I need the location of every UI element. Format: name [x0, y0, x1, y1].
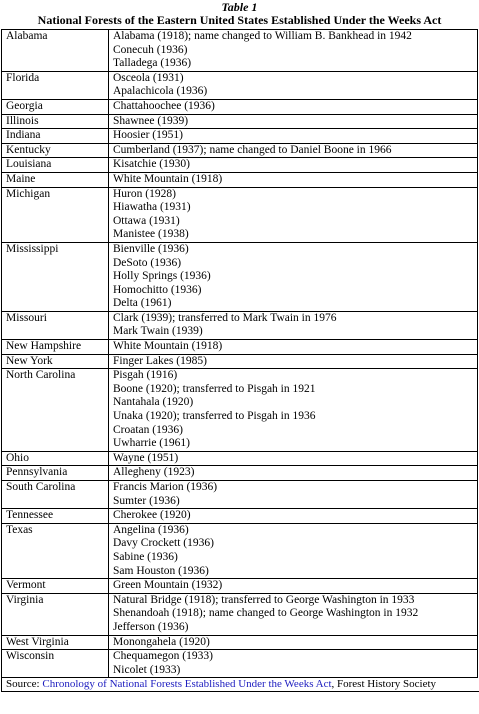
forest-entry: Sabine (1936)	[113, 550, 178, 563]
forests-cell	[109, 340, 478, 355]
forest-entry: Hoosier (1951)	[113, 129, 183, 142]
forest-entry: Monongahela (1920)	[113, 635, 210, 648]
forests-cell	[109, 354, 478, 369]
table-row	[2, 650, 478, 678]
forests-cell	[109, 650, 478, 678]
forest-entry: Angelina (1936)	[113, 523, 189, 536]
forest-entry: Osceola (1931)	[113, 71, 184, 84]
source-note	[1, 678, 479, 692]
forest-entry: Francis Marion (1936)	[113, 481, 218, 493]
forests-cell	[109, 187, 478, 242]
state-cell: Kentucky	[2, 143, 109, 158]
table-row	[2, 114, 478, 129]
table-row	[2, 481, 478, 509]
table-row	[2, 172, 478, 187]
source-suffix: , Forest History Society	[331, 678, 437, 691]
forest-entry: Nantahala (1920)	[113, 396, 194, 409]
forests-cell	[109, 579, 478, 594]
forest-entry: Chattahoochee (1936)	[113, 99, 215, 112]
state-cell: Missouri	[2, 311, 109, 339]
forest-entry: Hiawatha (1931)	[113, 201, 191, 214]
table-row	[2, 30, 478, 72]
state-cell: Indiana	[2, 129, 109, 144]
forest-entry: Nicolet (1933)	[113, 663, 181, 676]
state-cell: New York	[2, 354, 109, 369]
forest-entry: Huron (1928)	[113, 187, 176, 200]
table-row	[2, 509, 478, 524]
forest-entry: Finger Lakes (1985)	[113, 354, 207, 367]
forest-entry: Ottawa (1931)	[113, 214, 180, 227]
forest-entry: Apalachicola (1936)	[113, 85, 208, 98]
document	[1, 0, 478, 692]
forests-cell	[109, 451, 478, 466]
state-cell: Florida	[2, 71, 109, 99]
forests-cell	[109, 311, 478, 339]
forest-entry: Wayne (1951)	[113, 451, 179, 464]
forest-entry: Delta (1961)	[113, 297, 172, 310]
table-row	[2, 635, 478, 650]
table-row	[2, 593, 478, 635]
state-cell: West Virginia	[2, 635, 109, 650]
forests-cell	[109, 99, 478, 114]
forest-entry: Cherokee (1920)	[113, 509, 191, 522]
forest-entry: Natural Bridge (1918); transferred to George Washington in 1933	[113, 593, 415, 606]
forests-cell	[109, 593, 478, 635]
state-cell: Pennsylvania	[2, 466, 109, 481]
forest-entry: Clark (1939); transferred to Mark Twain in 1976	[113, 311, 337, 324]
table-title: National Forests of the Eastern United States Established Under the Weeks Act	[37, 13, 442, 27]
state-cell: North Carolina	[2, 369, 109, 452]
forest-entry: Sumter (1936)	[113, 494, 180, 507]
table-number: Table 1	[221, 0, 258, 14]
state-cell: Maine	[2, 172, 109, 187]
forests-cell	[109, 466, 478, 481]
forest-entry: Chequamegon (1933)	[113, 650, 213, 663]
state-cell: Wisconsin	[2, 650, 109, 678]
state-cell: Michigan	[2, 187, 109, 242]
table-row	[2, 369, 478, 452]
state-cell: Virginia	[2, 593, 109, 635]
forests-cell	[109, 172, 478, 187]
state-cell: Mississippi	[2, 242, 109, 311]
forests-cell	[109, 635, 478, 650]
forest-entry: Mark Twain (1939)	[113, 325, 203, 338]
table-row	[2, 340, 478, 355]
forest-entry: Jefferson (1936)	[113, 620, 189, 633]
forests-cell	[109, 158, 478, 173]
state-cell: Louisiana	[2, 158, 109, 173]
forests-cell	[109, 523, 478, 578]
forests-cell	[109, 143, 478, 158]
state-cell: Alabama	[2, 30, 109, 72]
forests-cell	[109, 30, 478, 72]
forest-entry: Davy Crockett (1936)	[113, 537, 214, 550]
state-cell: Illinois	[2, 114, 109, 129]
forest-entry: Uwharrie (1961)	[113, 437, 190, 450]
state-cell: Ohio	[2, 451, 109, 466]
forest-entry: Shenandoah (1918); name changed to George Washington in 1932	[113, 607, 419, 620]
forest-entry: Boone (1920); transferred to Pisgah in 1921	[113, 382, 316, 395]
state-cell: South Carolina	[2, 481, 109, 509]
forest-entry: Conecuh (1936)	[113, 43, 188, 56]
table-row	[2, 71, 478, 99]
forests-cell	[109, 129, 478, 144]
forests-cell	[109, 114, 478, 129]
forest-entry: Croatan (1936)	[113, 423, 183, 436]
forest-entry: Kisatchie (1930)	[113, 158, 190, 171]
forest-entry: Shawnee (1939)	[113, 114, 189, 127]
forest-entry: Green Mountain (1932)	[113, 579, 223, 592]
forests-cell	[109, 369, 478, 452]
source-prefix: Source:	[6, 678, 43, 691]
state-cell: Vermont	[2, 579, 109, 594]
table-row	[2, 158, 478, 173]
source-link[interactable]: Chronology of National Forests Established Under the Weeks Act	[42, 678, 332, 691]
forest-entry: Manistee (1938)	[113, 228, 189, 241]
forest-entry: Holly Springs (1936)	[113, 270, 211, 283]
table-row	[2, 143, 478, 158]
state-cell: Tennessee	[2, 509, 109, 524]
state-cell: Georgia	[2, 99, 109, 114]
table-row	[2, 99, 478, 114]
forest-entry: Bienville (1936)	[113, 242, 189, 255]
forest-entry: White Mountain (1918)	[113, 340, 223, 353]
table-row	[2, 311, 478, 339]
forest-entry: Sam Houston (1936)	[113, 564, 209, 577]
table-row	[2, 354, 478, 369]
forest-entry: Unaka (1920); transferred to Pisgah in 1936	[113, 410, 316, 423]
table-caption	[1, 0, 478, 27]
forest-entry: Allegheny (1923)	[113, 466, 195, 479]
table-row	[2, 579, 478, 594]
forest-entry: Cumberland (1937); name changed to Daniel Boone in 1966	[113, 143, 392, 156]
forest-entry: Homochitto (1936)	[113, 283, 202, 296]
table-row	[2, 129, 478, 144]
forests-cell	[109, 481, 478, 509]
table-row	[2, 187, 478, 242]
forests-cell	[109, 509, 478, 524]
forests-table-body	[2, 30, 478, 678]
forest-entry: White Mountain (1918)	[113, 172, 223, 185]
forest-entry: DeSoto (1936)	[113, 256, 182, 269]
table-row	[2, 466, 478, 481]
state-cell: Texas	[2, 523, 109, 578]
forest-entry: Alabama (1918); name changed to William B. Bankhead in 1942	[113, 30, 412, 42]
forests-table	[1, 29, 478, 678]
forests-cell	[109, 242, 478, 311]
state-cell: New Hampshire	[2, 340, 109, 355]
forest-entry: Pisgah (1916)	[113, 369, 178, 382]
table-row	[2, 523, 478, 578]
table-row	[2, 242, 478, 311]
forest-entry: Talladega (1936)	[113, 57, 192, 70]
table-row	[2, 451, 478, 466]
forests-cell	[109, 71, 478, 99]
